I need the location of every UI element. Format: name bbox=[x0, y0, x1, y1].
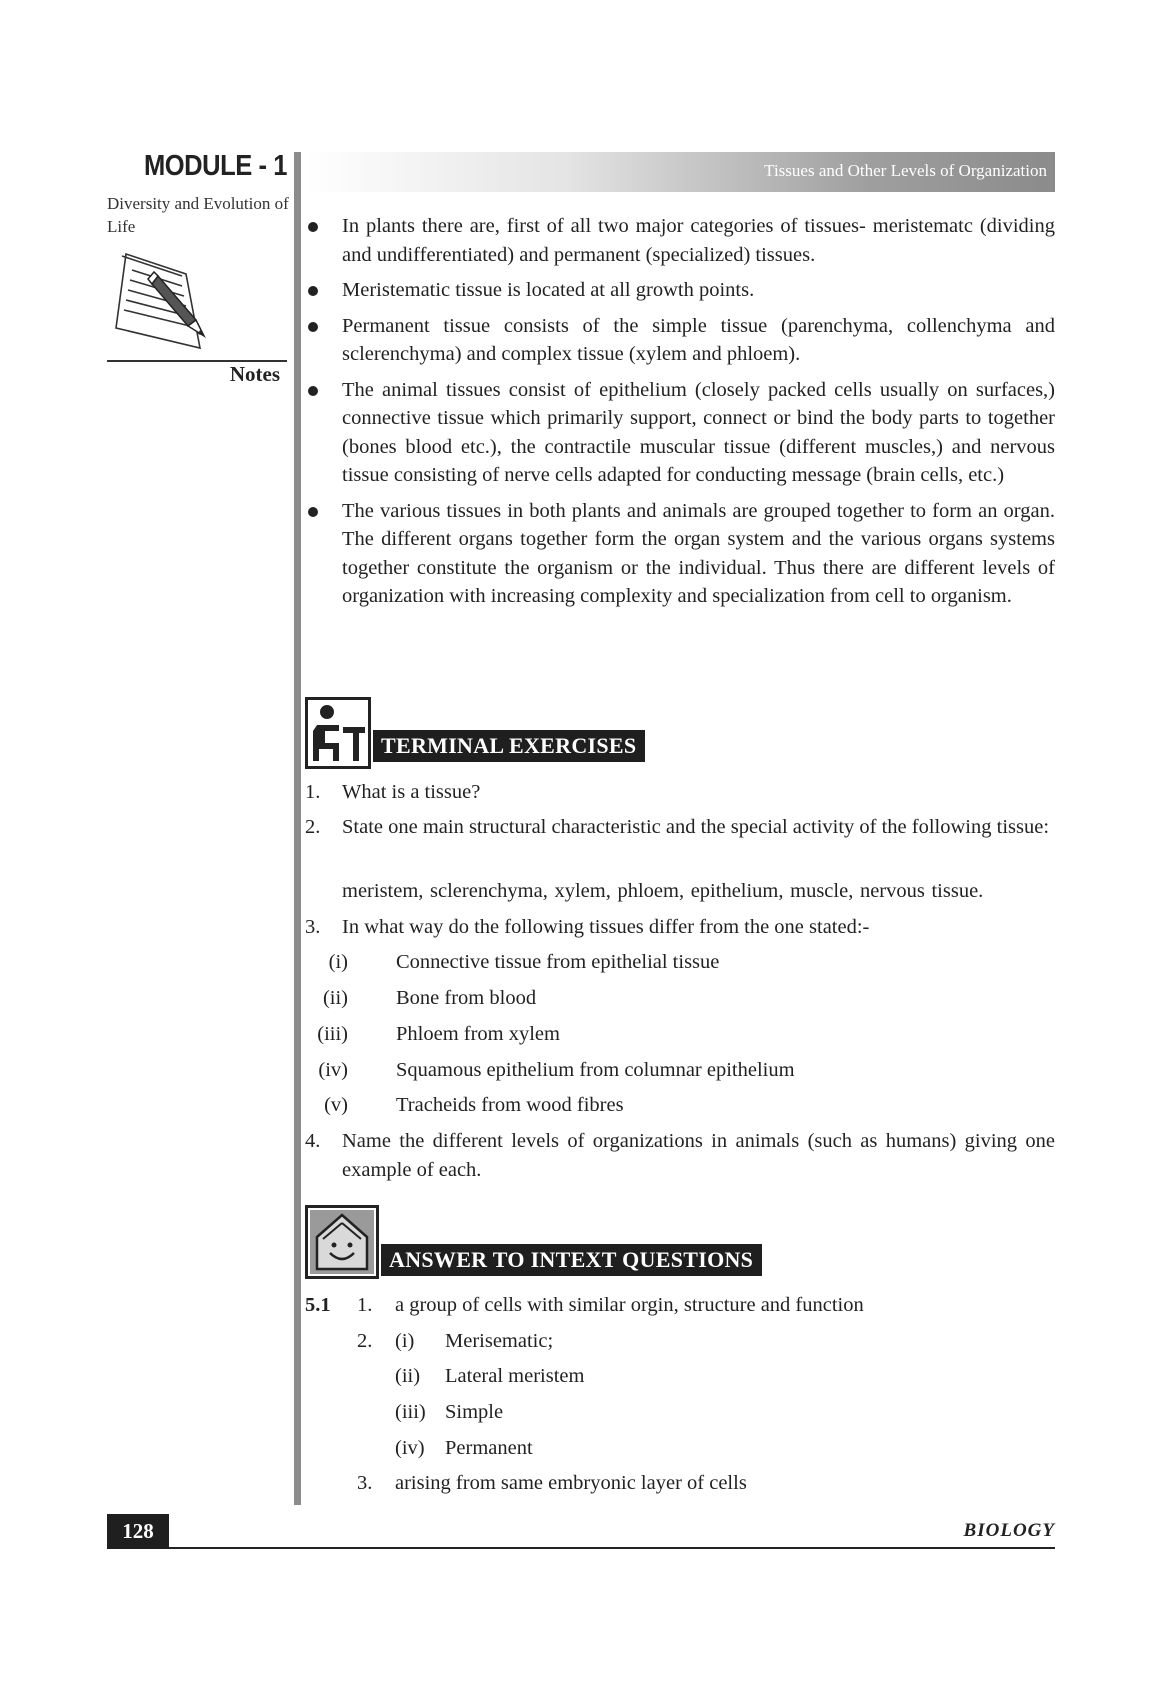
page-number: 128 bbox=[107, 1514, 169, 1549]
tissue-list: meristem, sclerenchyma, xylem, phloem, epithelium, muscle, nervous tissue. bbox=[342, 880, 984, 902]
answers: 5.1 1. a group of cells with similar orgin, structure and function 2. (i) Merisematic; (ii) Lateral meristem (iii) Simple (iv) Permanent 3. arising from same embryonic layer of cells bbox=[305, 1291, 1055, 1511]
bullet-icon bbox=[308, 222, 318, 232]
list-item: The various tissues in both plants and animals are grouped together to form an organ. The different organs together form the organ system and the various organs systems together constitute the organism or the individual. Thus there are different levels of organization with increasing complexity and specialization from cell to organism. bbox=[305, 497, 1055, 611]
running-header bbox=[304, 152, 1055, 192]
list-item: In plants there are, first of all two major categories of tissues- meristematc (dividing and undifferentiated) and permanent (specialized) tissues. bbox=[305, 212, 1055, 269]
person-writing-desk-icon bbox=[305, 697, 371, 769]
module-subtitle: Diversity and Evolution of Life bbox=[107, 194, 289, 236]
footer-rule bbox=[169, 1547, 1055, 1549]
list-item: Meristematic tissue is located at all growth points. bbox=[305, 276, 1055, 305]
module-title: MODULE - 1 bbox=[143, 150, 287, 182]
terminal-exercises: 1. What is a tissue? 2. State one main structural characteristic and the special activity of the following tissue: meristem, sclerenchyma, xylem, phloem, epithelium, muscle, nervous tissue. 3. In what way do the following tissues differ from the one stated:- (i) Connective tissue from epithelial tissue (ii) Bone from blood (iii) Phloem from xylem (iv) Squamous epithelium from columnar epithelium (v) Tracheids from wood fibres 4. Name the different levels of organizations in animals (such as humans) giving one example of each. bbox=[305, 781, 1055, 1181]
margin-rule bbox=[294, 152, 301, 1505]
smiling-face-house-icon bbox=[305, 1205, 379, 1279]
summary-list bbox=[305, 212, 1055, 618]
bullet-icon bbox=[308, 286, 318, 296]
chapter-title: Tissues and Other Levels of Organization bbox=[764, 161, 1047, 180]
list-item: Permanent tissue consists of the simple tissue (parenchyma, collenchyma and sclerenchyma) and complex tissue (xylem and phloem). bbox=[305, 312, 1055, 369]
list-item: The animal tissues consist of epithelium (closely packed cells usually on surfaces,) connective tissue which primarily support, connect or bind the body parts to together (bones blood etc.), the contractile muscular tissue (different muscles,) and nervous tissue consisting of nerve cells adapted for conducting message (brain cells, etc.) bbox=[305, 376, 1055, 490]
footer-subject: BIOLOGY bbox=[963, 1520, 1055, 1541]
bullet-icon bbox=[308, 386, 318, 396]
notepad-pencil-icon bbox=[108, 244, 218, 354]
bullet-icon bbox=[308, 322, 318, 332]
answers-heading: ANSWER TO INTEXT QUESTIONS bbox=[381, 1244, 762, 1276]
bullet-icon bbox=[308, 507, 318, 517]
answer-section-number: 5.1 bbox=[305, 1294, 331, 1316]
terminal-exercises-heading: TERMINAL EXERCISES bbox=[373, 730, 645, 762]
notes-label: Notes bbox=[229, 362, 280, 386]
